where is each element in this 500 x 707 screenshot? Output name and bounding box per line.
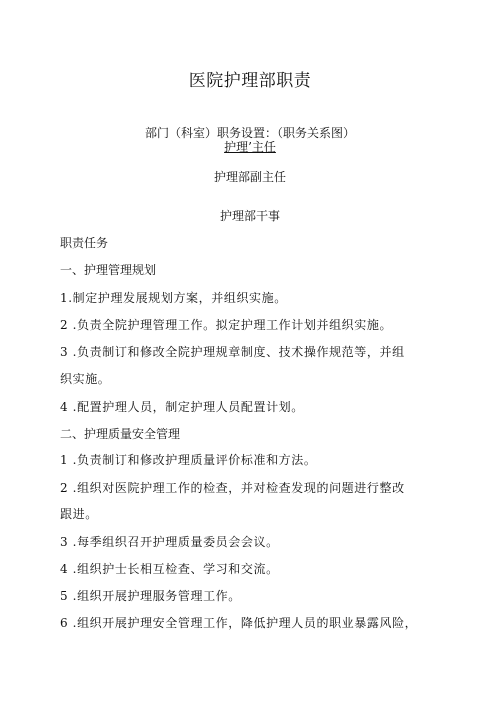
- list-item: 2 .负责全院护理管理工作。拟定护理工作计划并组织实施。: [60, 318, 393, 332]
- list-item: 6 .组织开展护理安全管理工作，降低护理人员的职业暴露风险，: [60, 616, 418, 630]
- org-chart-deputy: 护理部副主任: [213, 170, 286, 184]
- list-item: 2 .组织对医院护理工作的检查，并对检查发现的问题进行整改: [60, 481, 405, 495]
- list-item: 4 .组织护士长相互检查、学习和交流。: [60, 562, 279, 576]
- document-title: 医院护理部职责: [188, 71, 312, 91]
- list-item: 1 .负责制订和修改护理质量评价标准和方法。: [60, 453, 317, 467]
- org-chart-officer: 护理部干事: [219, 209, 280, 223]
- list-item: 1.制定护理发展规划方案，并组织实施。: [60, 291, 287, 305]
- list-item: 3 .每季组织召开护理质量委员会会议。: [60, 535, 279, 549]
- duties-heading: 职责任务: [60, 236, 109, 250]
- org-chart-head: [0, 138, 500, 155]
- section-heading: 一、护理管理规划: [60, 263, 157, 277]
- list-item-continuation: 跟进。: [60, 507, 98, 521]
- list-item: 5 .组织开展护理服务管理工作。: [60, 589, 241, 603]
- section-heading: 二、护理质量安全管理: [60, 427, 181, 441]
- list-item: 3 .负责制订和修改全院护理规章制度、技术操作规范等，并组: [60, 345, 405, 359]
- org-chart-head-label: 护理’主任: [224, 140, 276, 154]
- list-item: 4 .配置护理人员，制定护理人员配置计划。: [60, 400, 304, 414]
- list-item-continuation: 织实施。: [60, 372, 111, 386]
- org-chart-caption: 部门（科室）职务设置：（职务关系图）: [144, 126, 355, 140]
